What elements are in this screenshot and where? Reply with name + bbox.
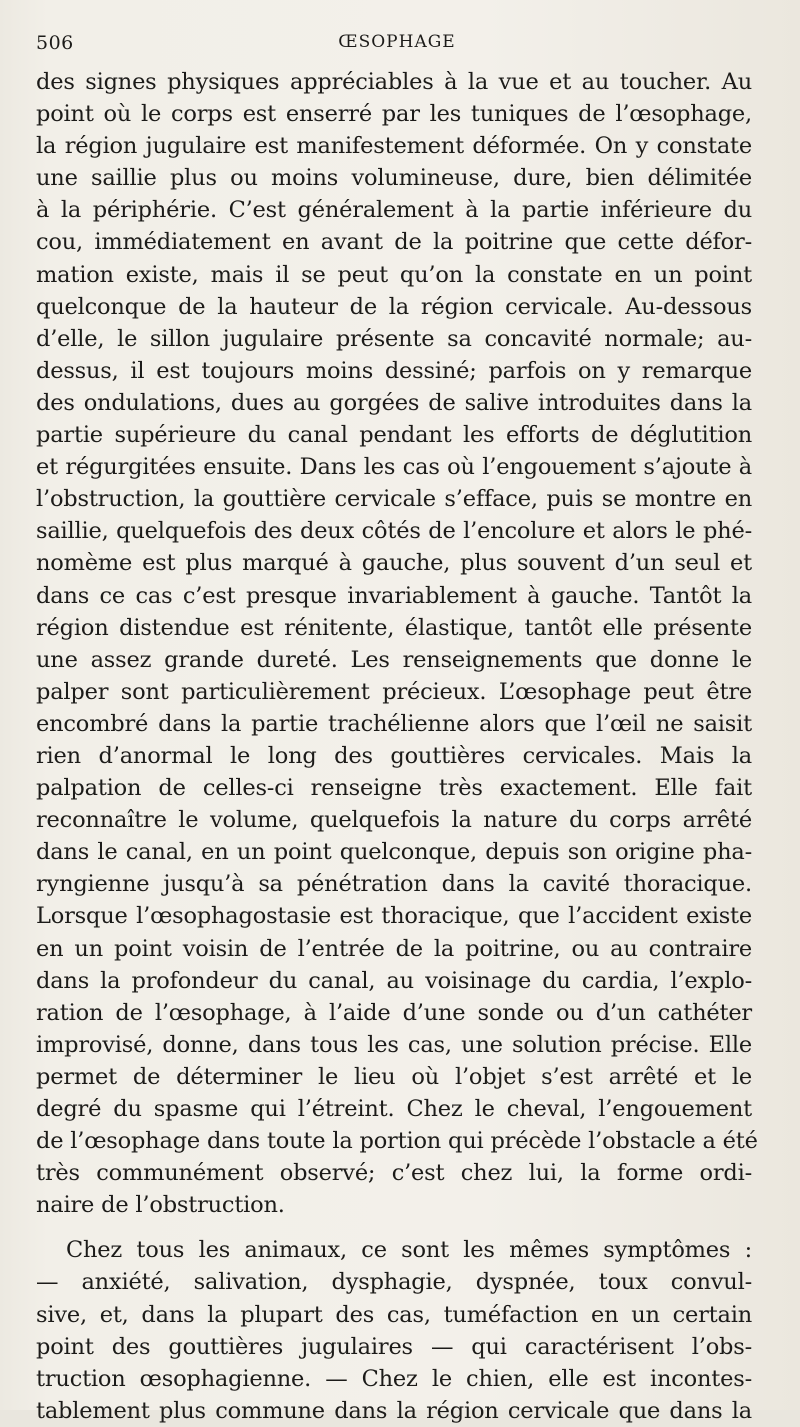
text-line: ration de l’œsophage, à l’aide d’une sonde ou d’un cathéter <box>36 999 752 1026</box>
text-line: dans le canal, en un point quelconque, depuis son origine pha- <box>36 839 752 866</box>
text-line: point des gouttières jugulaires — qui caractérisent l’obs- <box>36 1333 752 1360</box>
text-line: quelconque de la hauteur de la région cervicale. Au-dessous <box>36 293 752 320</box>
page-number: 506 <box>36 32 74 54</box>
text-line: encombré dans la partie trachélienne alors que l’œil ne saisit <box>36 710 752 737</box>
text-line: cou, immédiatement en avant de la poitrine que cette défor- <box>36 229 752 256</box>
text-line: dans la profondeur du canal, au voisinage du cardia, l’explo- <box>36 967 752 994</box>
text-line: dessus, il est toujours moins dessiné; parfois on y remarque <box>36 357 752 384</box>
text-line: truction œsophagienne. — Chez le chien, elle est incontes- <box>36 1365 752 1392</box>
text-line: point où le corps est enserré par les tuniques de l’œsophage, <box>36 101 752 128</box>
text-line: — anxiété, salivation, dysphagie, dyspnée, toux convul- <box>36 1269 752 1296</box>
text-line: degré du spasme qui l’étreint. Chez le cheval, l’engouement <box>36 1096 752 1122</box>
text-line: mation existe, mais il se peut qu’on la constate en un point <box>36 261 752 288</box>
text-line: ryngienne jusqu’à sa pénétration dans la cavité thoracique. <box>36 871 752 898</box>
text-line: des ondulations, dues au gorgées de salive introduites dans la <box>36 389 752 416</box>
page-header <box>36 32 758 58</box>
running-head: ŒSOPHAGE <box>338 32 456 52</box>
text-line: rien d’anormal le long des gouttières cervicales. Mais la <box>36 742 752 769</box>
paragraph <box>36 1234 752 1427</box>
text-line: et régurgitées ensuite. Dans les cas où l’engouement s’ajoute à <box>36 454 752 481</box>
text-line: tablement plus commune dans la région cervicale que dans la <box>36 1397 752 1424</box>
text-line: à la périphérie. C’est généralement à la partie inférieure du <box>36 197 752 224</box>
text-line: région distendue est rénitente, élastique, tantôt elle présente <box>36 614 752 641</box>
text-line: sive, et, dans la plupart des cas, tuméfaction en un certain <box>36 1301 752 1328</box>
text-line: nomème est plus marqué à gauche, plus souvent d’un seul et <box>36 550 752 577</box>
text-line: permet de déterminer le lieu où l’objet s’est arrêté et le <box>36 1063 752 1090</box>
text-line: l’obstruction, la gouttière cervicale s’efface, puis se montre en <box>36 486 752 513</box>
text-line: reconnaître le volume, quelquefois la nature du corps arrêté <box>36 807 752 834</box>
paragraph <box>36 66 758 1221</box>
text-line: Lorsque l’œsophagostasie est thoracique, que l’accident existe <box>36 903 752 930</box>
text-line: palpation de celles-ci renseigne très exactement. Elle fait <box>36 775 752 802</box>
text-line: en un point voisin de l’entrée de la poitrine, ou au contraire <box>36 935 752 962</box>
text-line: partie supérieure du canal pendant les efforts de déglutition <box>36 422 752 449</box>
body-text <box>36 66 758 1427</box>
text-line: une assez grande dureté. Les renseignements que donne le <box>36 646 752 673</box>
text-line: des signes physiques appréciables à la vue et au toucher. Au <box>36 69 752 95</box>
text-line: la région jugulaire est manifestement déformée. On y constate <box>36 133 752 160</box>
text-line: palper sont particulièrement précieux. L’œsophage peut être <box>36 678 752 705</box>
text-line: saillie, quelquefois des deux côtés de l’encolure et alors le phé- <box>36 518 752 545</box>
text-line: improvisé, donne, dans tous les cas, une solution précise. Elle <box>36 1031 752 1058</box>
text-line: d’elle, le sillon jugulaire présente sa concavité normale; au- <box>36 325 752 352</box>
text-line: une saillie plus ou moins volumineuse, dure, bien délimitée <box>36 165 752 192</box>
text-line: très communément observé; c’est chez lui, la forme ordi- <box>36 1160 752 1187</box>
text-line: dans ce cas c’est presque invariablement à gauche. Tantôt la <box>36 582 752 609</box>
text-line: Chez tous les animaux, ce sont les mêmes symptômes : <box>66 1237 752 1264</box>
text-line: naire de l’obstruction. <box>36 1192 285 1219</box>
text-line: de l’œsophage dans toute la portion qui précède l’obstacle a été <box>36 1128 758 1155</box>
paragraph-gap <box>36 1221 752 1234</box>
